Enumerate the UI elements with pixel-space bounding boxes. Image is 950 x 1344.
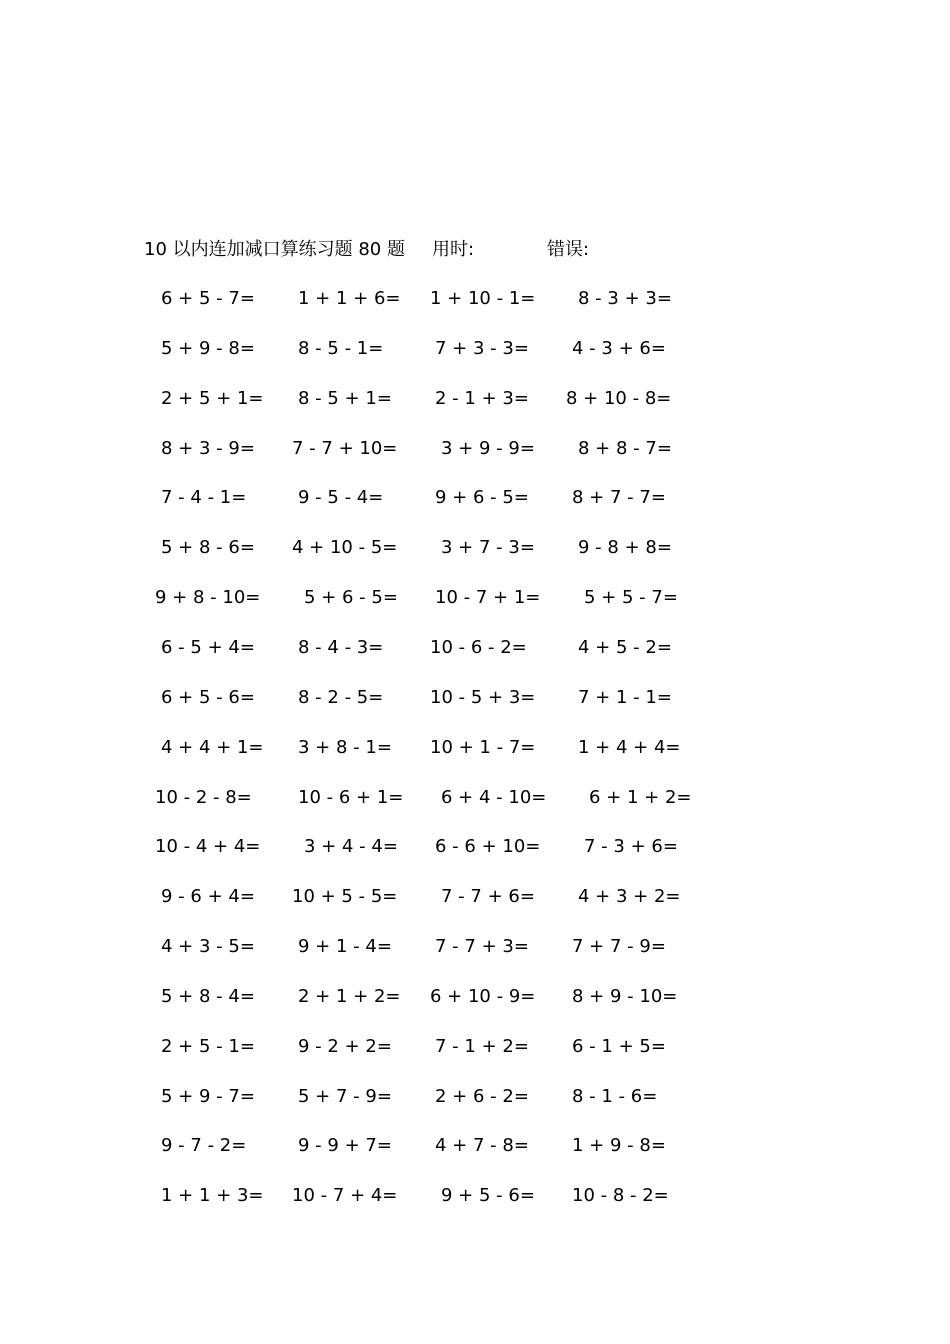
problem-cell: 7 - 4 - 1= (161, 487, 247, 509)
problem-cell: 7 + 7 - 9= (572, 936, 666, 958)
problem-row (0, 733, 950, 763)
problem-cell: 10 - 8 - 2= (572, 1185, 669, 1207)
problem-cell: 1 + 1 + 3= (161, 1185, 264, 1207)
problem-cell: 5 + 5 - 7= (584, 587, 678, 609)
problem-cell: 2 + 6 - 2= (435, 1085, 529, 1107)
problem-cell: 8 - 4 - 3= (298, 636, 384, 658)
problem-cell: 9 - 7 - 2= (161, 1135, 247, 1157)
problem-cell: 9 + 6 - 5= (435, 487, 529, 509)
problem-cell: 1 + 1 + 6= (298, 288, 401, 309)
problem-cell: 10 - 7 + 4= (292, 1185, 398, 1207)
problem-cell: 8 + 9 - 10= (572, 985, 678, 1007)
problem-cell: 2 + 5 + 1= (161, 387, 264, 409)
problem-cell: 4 + 5 - 2= (578, 636, 672, 658)
problem-cell: 5 + 9 - 8= (161, 337, 255, 359)
problem-cell: 8 - 5 - 1= (298, 337, 384, 359)
problem-cell: 1 + 9 - 8= (572, 1135, 666, 1157)
problem-row (0, 783, 950, 813)
problem-cell: 4 + 3 - 5= (161, 936, 255, 958)
worksheet-title: 10 以内连加减口算练习题 80 题 (144, 239, 405, 260)
problem-cell: 1 + 4 + 4= (578, 736, 681, 758)
problem-cell: 5 + 7 - 9= (298, 1085, 392, 1107)
problem-cell: 3 + 8 - 1= (298, 736, 392, 758)
problem-cell: 10 + 5 - 5= (292, 886, 398, 908)
problem-cell: 10 - 6 + 1= (298, 786, 404, 808)
problem-cell: 5 + 6 - 5= (304, 587, 398, 609)
problem-row (0, 1082, 950, 1112)
problem-row (0, 1181, 950, 1211)
problem-row (0, 533, 950, 563)
problem-cell: 8 + 3 - 9= (161, 437, 255, 459)
problem-row (0, 483, 950, 513)
problem-row (0, 882, 950, 912)
problem-cell: 4 + 7 - 8= (435, 1135, 529, 1157)
problem-cell: 9 - 6 + 4= (161, 886, 255, 908)
problem-cell: 5 + 9 - 7= (161, 1085, 255, 1107)
problem-cell: 6 - 6 + 10= (435, 836, 541, 858)
problem-row (0, 1032, 950, 1062)
problem-row (0, 1131, 950, 1161)
problem-cell: 10 - 5 + 3= (430, 686, 536, 708)
problem-cell: 7 + 1 - 1= (578, 686, 672, 708)
problem-cell: 7 - 7 + 3= (435, 936, 529, 958)
problem-row (0, 434, 950, 464)
problem-cell: 10 + 1 - 7= (430, 736, 536, 758)
problem-cell: 3 + 7 - 3= (441, 537, 535, 559)
problem-cell: 7 + 3 - 3= (435, 337, 529, 359)
problem-cell: 8 + 8 - 7= (578, 437, 672, 459)
problem-cell: 8 + 7 - 7= (572, 487, 666, 509)
problem-cell: 1 + 10 - 1= (430, 288, 536, 309)
problem-cell: 10 - 7 + 1= (435, 587, 541, 609)
problem-cell: 9 + 1 - 4= (298, 936, 392, 958)
problem-row (0, 683, 950, 713)
problem-cell: 8 + 10 - 8= (566, 387, 672, 409)
problem-cell: 9 - 9 + 7= (298, 1135, 392, 1157)
problem-row (0, 982, 950, 1012)
problem-row (0, 334, 950, 364)
problem-cell: 4 + 4 + 1= (161, 736, 264, 758)
problem-cell: 9 - 2 + 2= (298, 1035, 392, 1057)
problem-cell: 2 + 1 + 2= (298, 985, 401, 1007)
problem-cell: 7 - 7 + 10= (292, 437, 398, 459)
problem-cell: 10 - 4 + 4= (155, 836, 261, 858)
problem-cell: 8 - 5 + 1= (298, 387, 392, 409)
problem-cell: 4 - 3 + 6= (572, 337, 666, 359)
problem-cell: 5 + 8 - 4= (161, 985, 255, 1007)
problem-cell: 2 + 5 - 1= (161, 1035, 255, 1057)
problem-cell: 2 - 1 + 3= (435, 387, 529, 409)
error-label: 错误: (547, 239, 590, 260)
problem-cell: 6 + 5 - 6= (161, 686, 255, 708)
problem-row (0, 932, 950, 962)
problem-cell: 9 - 8 + 8= (578, 537, 672, 559)
problem-cell: 8 - 1 - 6= (572, 1085, 658, 1107)
problem-cell: 6 + 4 - 10= (441, 786, 547, 808)
problem-cell: 6 + 10 - 9= (430, 985, 536, 1007)
problem-row (0, 284, 950, 314)
problem-cell: 4 + 3 + 2= (578, 886, 681, 908)
problem-row (0, 384, 950, 414)
time-label: 用时: (432, 239, 475, 260)
problem-cell: 8 - 2 - 5= (298, 686, 384, 708)
problem-cell: 9 + 8 - 10= (155, 587, 261, 609)
problem-cell: 9 + 5 - 6= (441, 1185, 535, 1207)
problem-cell: 7 - 1 + 2= (435, 1035, 529, 1057)
problem-cell: 3 + 9 - 9= (441, 437, 535, 459)
problem-cell: 7 - 7 + 6= (441, 886, 535, 908)
problem-cell: 7 - 3 + 6= (584, 836, 678, 858)
problem-cell: 6 - 5 + 4= (161, 636, 255, 658)
problem-cell: 9 - 5 - 4= (298, 487, 384, 509)
problem-cell: 5 + 8 - 6= (161, 537, 255, 559)
problem-row (0, 633, 950, 663)
problem-row (0, 832, 950, 862)
problem-cell: 6 + 1 + 2= (589, 786, 692, 808)
problem-cell: 6 - 1 + 5= (572, 1035, 666, 1057)
problem-cell: 10 - 6 - 2= (430, 636, 527, 658)
problem-cell: 4 + 10 - 5= (292, 537, 398, 559)
problem-cell: 10 - 2 - 8= (155, 786, 252, 808)
problem-cell: 6 + 5 - 7= (161, 288, 255, 309)
problem-cell: 8 - 3 + 3= (578, 288, 672, 309)
problem-row (0, 583, 950, 613)
problem-cell: 3 + 4 - 4= (304, 836, 398, 858)
